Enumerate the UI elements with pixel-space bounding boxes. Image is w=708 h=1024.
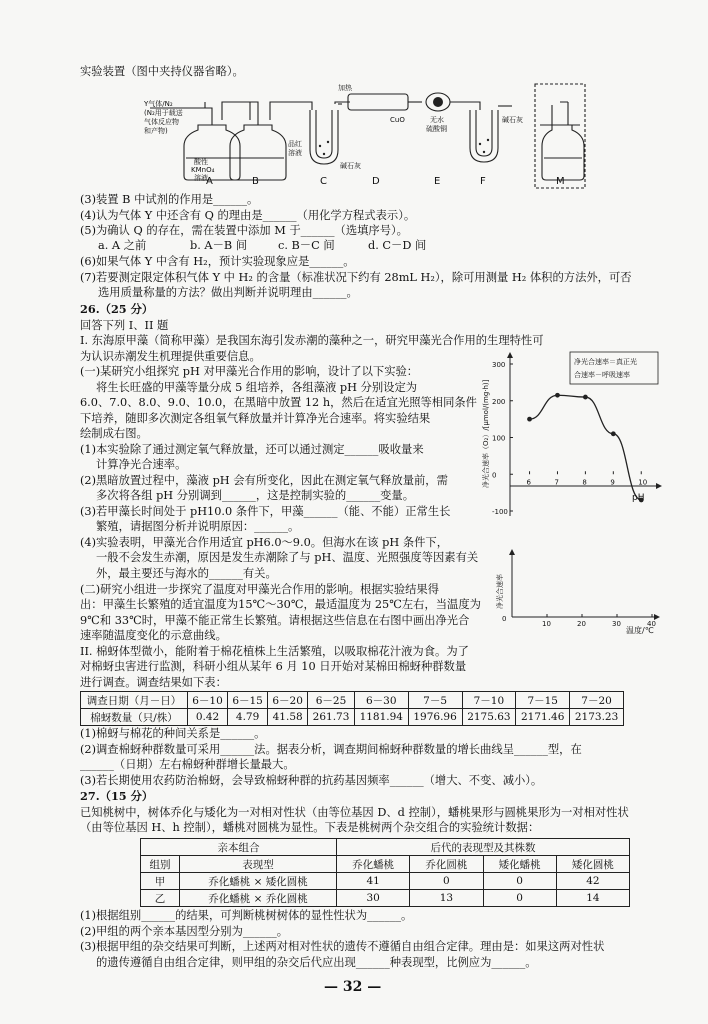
q26-line: 6.0、7.0、8.0、9.0、10.0，在黑暗中放置 12 h，然后在适宜光照等相同条件 xyxy=(80,396,477,409)
ph-x-tick-label: 6 xyxy=(526,478,532,487)
table-row xyxy=(81,709,624,726)
table-cell: 7－20 xyxy=(570,692,624,709)
ph-xlabel: pH xyxy=(632,493,645,503)
q27-line: （由等位基因 H、h 控制），蟠桃对圆桃为显性。下表是桃树两个杂交组合的实验统计数据： xyxy=(80,821,540,834)
ph-data-point xyxy=(611,431,616,436)
q25-5: (5)为确认 Q 的存在，需在装置中添加 M 于______（选填序号）。 xyxy=(80,224,408,237)
ph-data-point xyxy=(527,417,532,422)
label-e: E xyxy=(434,176,441,187)
table-row xyxy=(81,692,624,709)
t-x-tick-label: 40 xyxy=(647,620,656,628)
q26-line: I. 东海原甲藻（简称甲藻）是我国东海引发赤潮的藻种之一，研究甲藻光合作用的生理特性可 xyxy=(80,334,544,347)
page-number: — 32 — xyxy=(324,979,382,995)
apparatus-diagram xyxy=(140,80,590,190)
table-cell: 1976.96 xyxy=(408,709,462,726)
q26-after: (1)棉蚜与棉花的种间关系是______。 xyxy=(80,727,266,740)
ph-legend-box xyxy=(570,352,658,384)
label-c: C xyxy=(320,176,327,187)
q26-line: 9℃和 33℃时，甲藻不能正常生长繁殖。请根据这些信息在右图中画出净光合 xyxy=(80,614,470,627)
table-cell: 矮化圆桃 xyxy=(556,856,629,873)
ph-x-tick-label: 9 xyxy=(610,478,615,487)
t-xlabel: 温度/℃ xyxy=(626,626,654,635)
ph-y-tick-label: 100 xyxy=(492,434,506,443)
table-cell: 1181.94 xyxy=(354,709,408,726)
q26-line: 为认识赤潮发生机理提供重要信息。 xyxy=(80,350,261,363)
group-col: 组别 xyxy=(141,856,180,873)
label-a: A xyxy=(206,176,213,187)
ph-ylabel: 净光合速率（O₂）/[μmol/(mg·h)] xyxy=(482,379,490,488)
t-x-tick-label: 30 xyxy=(612,620,621,628)
q26-sub: 回答下列 I、II 题 xyxy=(80,319,169,332)
q26-line: 进行调查。调查结果如下表： xyxy=(80,676,227,689)
table-cell: 6－15 xyxy=(228,692,268,709)
table-row xyxy=(141,839,630,856)
table-cell: 0 xyxy=(483,890,556,907)
q26-line: II. 棉蚜体型微小，能附着于棉花植株上生活繁殖，以吸取棉花汁液为食。为了 xyxy=(80,645,469,658)
table-cell: 14 xyxy=(556,890,629,907)
t-x-tick-label: 0 xyxy=(502,615,507,623)
table-cell: 4.79 xyxy=(228,709,268,726)
ph-chart xyxy=(470,346,670,524)
f-reagent: 碱石灰 xyxy=(502,116,523,124)
table-cell: 2171.46 xyxy=(516,709,570,726)
q26-after: ______（日期）左右棉蚜种群增长量最大。 xyxy=(80,758,295,771)
d-label-heat: 加热 xyxy=(338,84,352,92)
count-header: 棉蚜数量（只/株） xyxy=(81,709,188,726)
q26-line: (3)若甲藻长时间处于 pH10.0 条件下，甲藻______（能、不能）正常生长 xyxy=(80,505,451,518)
a-reagent-1: 酸性 xyxy=(194,158,208,166)
table-cell: 甲 xyxy=(141,873,180,890)
q27-after: (2)甲组的两个亲本基因型分别为______。 xyxy=(80,925,289,938)
e-reagent-2: 硫酸铜 xyxy=(426,125,447,133)
table-cell: 0 xyxy=(483,873,556,890)
ph-y-tick-label: 0 xyxy=(492,471,497,480)
t-x-tick-label: 20 xyxy=(577,620,586,628)
table-cell: 30 xyxy=(337,890,410,907)
q25-opt-d: d. C－D 间 xyxy=(368,239,427,252)
table-cell: 乔化蟠桃 × 乔化圆桃 xyxy=(180,890,337,907)
q26-line: 下培养，随即多次测定各组氧气释放量并计算净光合速率。将实验结果 xyxy=(80,412,431,425)
ph-y-tick-label: 300 xyxy=(492,361,506,369)
q26-line: 繁殖，请据图分析并说明原因：______。 xyxy=(96,520,300,533)
q26-line: (2)黑暗放置过程中，藻液 pH 会有所变化，因此在测定氧气释放量前，需 xyxy=(80,474,448,487)
q26-heading: 26.（25 分） xyxy=(80,302,154,316)
date-header: 调查日期（月－日） xyxy=(81,692,188,709)
table-cell: 261.73 xyxy=(308,709,355,726)
table-cell: 乔化蟠桃 × 矮化圆桃 xyxy=(180,873,337,890)
q26-after: (2)调查棉蚜种群数量可采用______法。据表分析，调查期间棉蚜种群数量的增长曲线呈______型，在 xyxy=(80,743,582,756)
ph-x-tick-label: 8 xyxy=(582,478,587,487)
table-cell: 7－10 xyxy=(462,692,516,709)
q26-line: 计算净光合速率。 xyxy=(96,458,187,471)
label-b: B xyxy=(252,176,259,187)
temperature-chart xyxy=(490,545,670,635)
ph-y-tick-label: 200 xyxy=(492,397,506,406)
q26-line: 速率随温度变化的示意曲线。 xyxy=(80,629,227,642)
q26-line: 一般不会发生赤潮，原因是发生赤潮除了与 pH、温度、光照强度等因素有关 xyxy=(96,551,479,564)
q26-line: 绘制成右图。 xyxy=(80,427,148,440)
b-reagent-1: 品红 xyxy=(288,140,302,148)
ph-legend-1: 净光合速率＝真正光 xyxy=(574,358,637,366)
q27-after: (1)根据组别______的结果，可判断桃树树体的显性性状为______。 xyxy=(80,909,413,922)
q27-line: 已知桃树中，树体乔化与矮化为一对相对性状（由等位基因 D、d 控制），蟠桃果形与圆桃果形为一对相对性状 xyxy=(80,806,629,819)
table-cell: 41 xyxy=(337,873,410,890)
table-row xyxy=(141,890,630,907)
table-cell: 2173.23 xyxy=(570,709,624,726)
table-row xyxy=(141,873,630,890)
table-cell: 7－15 xyxy=(516,692,570,709)
c-reagent: 碱石灰 xyxy=(340,162,361,170)
intro-text: 实验装置（图中夹持仪器省略）。 xyxy=(80,65,244,78)
ph-data-point xyxy=(583,395,588,400)
q26-line: (一)某研究小组探究 pH 对甲藻光合作用的影响，设计了以下实验： xyxy=(80,365,419,378)
a-reagent-3: 溶液 xyxy=(194,174,208,182)
ph-x-tick-label: 10 xyxy=(638,478,648,487)
table-cell: 42 xyxy=(556,873,629,890)
table-cell: 乔化蟠桃 xyxy=(337,856,410,873)
table-cell: 0.42 xyxy=(188,709,228,726)
q26-line: (1)本实验除了通过测定氧气释放量，还可以通过测定______吸收量来 xyxy=(80,443,424,456)
q26-line: (二)研究小组进一步探究了温度对甲藻光合作用的影响。根据实验结果得 xyxy=(80,583,440,596)
table-cell: 13 xyxy=(410,890,483,907)
ph-y-tick-label: -100 xyxy=(492,508,508,516)
label-m: M xyxy=(556,176,565,187)
t-x-tick-label: 10 xyxy=(542,620,551,628)
table-cell: 矮化蟠桃 xyxy=(483,856,556,873)
q25-6: (6)如果气体 Y 中含有 H₂，预计实验现象应是______。 xyxy=(80,255,355,268)
table-cell: 6－10 xyxy=(188,692,228,709)
table-cell: 7－5 xyxy=(408,692,462,709)
offspring-header: 后代的表现型及其株数 xyxy=(337,839,630,856)
label-d: D xyxy=(372,176,380,187)
q25-7: (7)若要测定限定体积气体 Y 中 H₂ 的含量（标准状况下约有 28mL H₂），除可用测量 H₂ 体积的方法外，可否 xyxy=(80,271,632,284)
q27-after: (3)根据甲组的杂交结果可判断，上述两对相对性状的遗传不遵循自由组合定律。理由是：如果这两对性状 xyxy=(80,940,605,953)
table-cell: 乙 xyxy=(141,890,180,907)
table-cell: 2175.63 xyxy=(462,709,516,726)
parent-header: 亲本组合 xyxy=(141,839,337,856)
table-cell: 6－30 xyxy=(354,692,408,709)
q27-after: 的遗传遵循自由组合定律，则甲组的杂交后代应出现______种表现型，比例应为______。 xyxy=(96,956,537,969)
pheno-col: 表现型 xyxy=(180,856,337,873)
q25-opt-a: a. A 之前 xyxy=(98,239,147,252)
q25-opt-b: b. A－B 间 xyxy=(190,239,248,252)
gas-label-4: 和产物) xyxy=(144,127,168,135)
q26-line: 出：甲藻生长繁殖的适宜温度为15℃～30℃，最适温度为 25℃左右，当温度为 xyxy=(80,598,481,611)
peach-table xyxy=(140,838,630,907)
aphid-table xyxy=(80,691,624,726)
e-reagent-1: 无水 xyxy=(430,116,444,124)
t-ylabel: 净光合速率 xyxy=(496,574,504,609)
ph-x-tick-label: 7 xyxy=(554,478,559,487)
table-cell: 0 xyxy=(410,873,483,890)
gas-label-3: 气体反应物 xyxy=(144,118,179,126)
ph-legend-2: 合速率－呼吸速率 xyxy=(574,371,630,379)
q25-4: (4)认为气体 Y 中还含有 Q 的理由是______（用化学方程式表示）。 xyxy=(80,209,416,222)
table-cell: 41.58 xyxy=(268,709,308,726)
a-reagent-2: KMnO₄ xyxy=(191,166,215,174)
table-cell: 6－25 xyxy=(308,692,355,709)
q26-line: 将生长旺盛的甲藻等量分成 5 组培养，各组藻液 pH 分别设定为 xyxy=(96,381,418,394)
b-reagent-2: 溶液 xyxy=(288,149,302,157)
q27-heading: 27.（15 分） xyxy=(80,789,154,803)
q25-7b: 选用质量称量的方法？做出判断并说明理由______。 xyxy=(98,286,358,299)
table-cell: 6－20 xyxy=(268,692,308,709)
q25-3: (3)装置 B 中试剂的作用是______。 xyxy=(80,193,259,206)
q25-opt-c: c. B－C 间 xyxy=(278,239,335,252)
q26-line: 多次将各组 pH 分别调到______，这是控制实验的______变量。 xyxy=(96,489,414,502)
label-f: F xyxy=(480,176,486,187)
gas-label-1: Y气体/N₂ xyxy=(144,100,173,108)
d-label-cuo: CuO xyxy=(390,116,405,124)
table-cell: 乔化圆桃 xyxy=(410,856,483,873)
q26-line: 外，最主要还与海水的______有关。 xyxy=(96,567,277,580)
q26-line: (4)实验表明，甲藻光合作用适宜 pH6.0～9.0。但海水在该 pH 条件下， xyxy=(80,536,449,549)
table-row xyxy=(141,856,630,873)
gas-label-2: (N₂用于载送 xyxy=(144,109,183,117)
ph-data-point xyxy=(555,393,560,398)
q26-line: 对棉蚜虫害进行监测，科研小组从某年 6 月 10 日开始对某棉田棉蚜种群数量 xyxy=(80,660,467,673)
q26-after: (3)若长期使用农药防治棉蚜，会导致棉蚜种群的抗药基因频率______（增大、不变、减小）。 xyxy=(80,774,543,787)
